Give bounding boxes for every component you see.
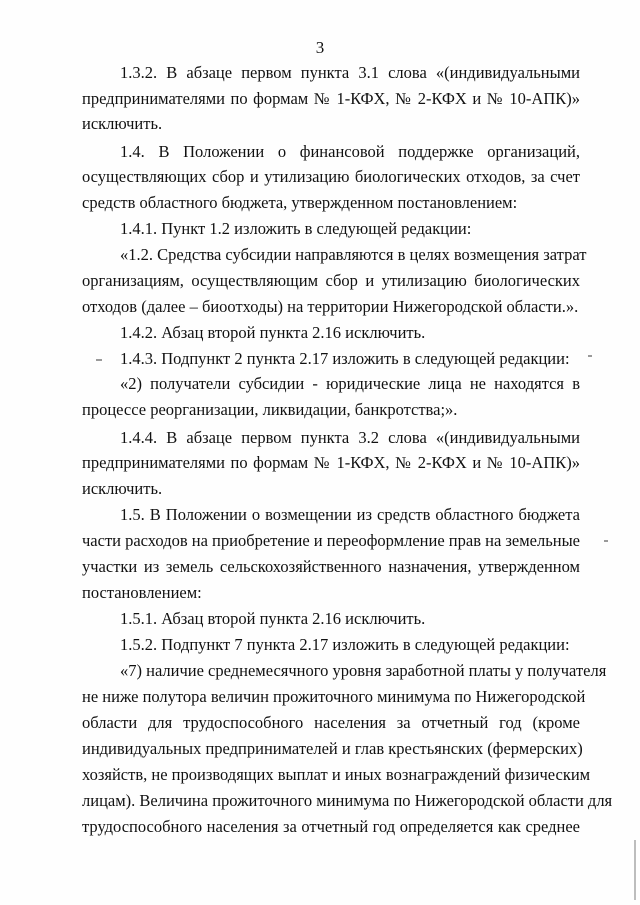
text-line: 1.4. В Положении о финансовой поддержке организаций, <box>120 142 580 161</box>
page-number: 3 <box>315 38 325 57</box>
text-line: постановлением: <box>82 583 202 602</box>
text-line: 1.5.2. Подпункт 7 пункта 2.17 изложить в следующей редакции: <box>120 635 570 654</box>
text-line: 1.5.1. Абзац второй пункта 2.16 исключить. <box>120 609 426 628</box>
text-line: индивидуальных предпринимателей и глав крестьянских (фермерских) <box>82 739 583 758</box>
text-line: 1.4.4. В абзаце первом пункта 3.2 слова «(индивидуальными <box>120 428 580 447</box>
text-line: средств областного бюджета, утвержденном постановлением: <box>82 193 518 212</box>
text-line: 1.3.2. В абзаце первом пункта 3.1 слова «(индивидуальными <box>120 63 580 82</box>
text-line: организациям, осуществляющим сбор и утилизацию биологических <box>82 271 580 290</box>
text-line: не ниже полутора величин прожиточного минимума по Нижегородской <box>82 687 586 706</box>
text-line: 1.4.3. Подпункт 2 пункта 2.17 изложить в следующей редакции: <box>120 349 570 368</box>
text-line: предпринимателями по формам № 1-КФХ, № 2-КФХ и № 10-АПК)» <box>82 89 580 108</box>
text-line: части расходов на приобретение и переоформление прав на земельные <box>82 531 580 550</box>
text-line: 1.4.2. Абзац второй пункта 2.16 исключить. <box>120 323 426 342</box>
text-line: отходов (далее – биоотходы) на территории Нижегородской области.». <box>82 297 579 316</box>
scan-artifact <box>588 355 592 357</box>
text-line: области для трудоспособного населения за отчетный год (кроме <box>82 713 580 732</box>
text-line: «1.2. Средства субсидии направляются в целях возмещения затрат <box>120 245 587 264</box>
text-line: трудоспособного населения за отчетный год определяется как среднее <box>82 817 580 836</box>
text-line: хозяйств, не производящих выплат и иных вознаграждений физическим <box>82 765 591 784</box>
scan-edge-artifact <box>634 840 636 900</box>
text-line: «7) наличие среднемесячного уровня заработной платы у получателя <box>120 661 607 680</box>
scan-artifact <box>604 540 608 542</box>
text-line: «2) получатели субсидии - юридические лица не находятся в <box>120 374 580 393</box>
text-line: осуществляющих сбор и утилизацию биологических отходов, за счет <box>82 167 580 186</box>
text-line: исключить. <box>82 114 163 133</box>
text-line: исключить. <box>82 479 163 498</box>
text-line: 1.4.1. Пункт 1.2 изложить в следующей редакции: <box>120 219 472 238</box>
text-line: 1.5. В Положении о возмещении из средств областного бюджета <box>120 505 580 524</box>
text-line: участки из земель сельскохозяйственного назначения, утвержденном <box>82 557 580 576</box>
text-line: предпринимателями по формам № 1-КФХ, № 2-КФХ и № 10-АПК)» <box>82 453 580 472</box>
text-line: процессе реорганизации, ликвидации, банкротства;». <box>82 400 458 419</box>
scan-artifact <box>96 359 102 361</box>
text-line: лицам). Величина прожиточного минимума по Нижегородской области для <box>82 791 613 810</box>
